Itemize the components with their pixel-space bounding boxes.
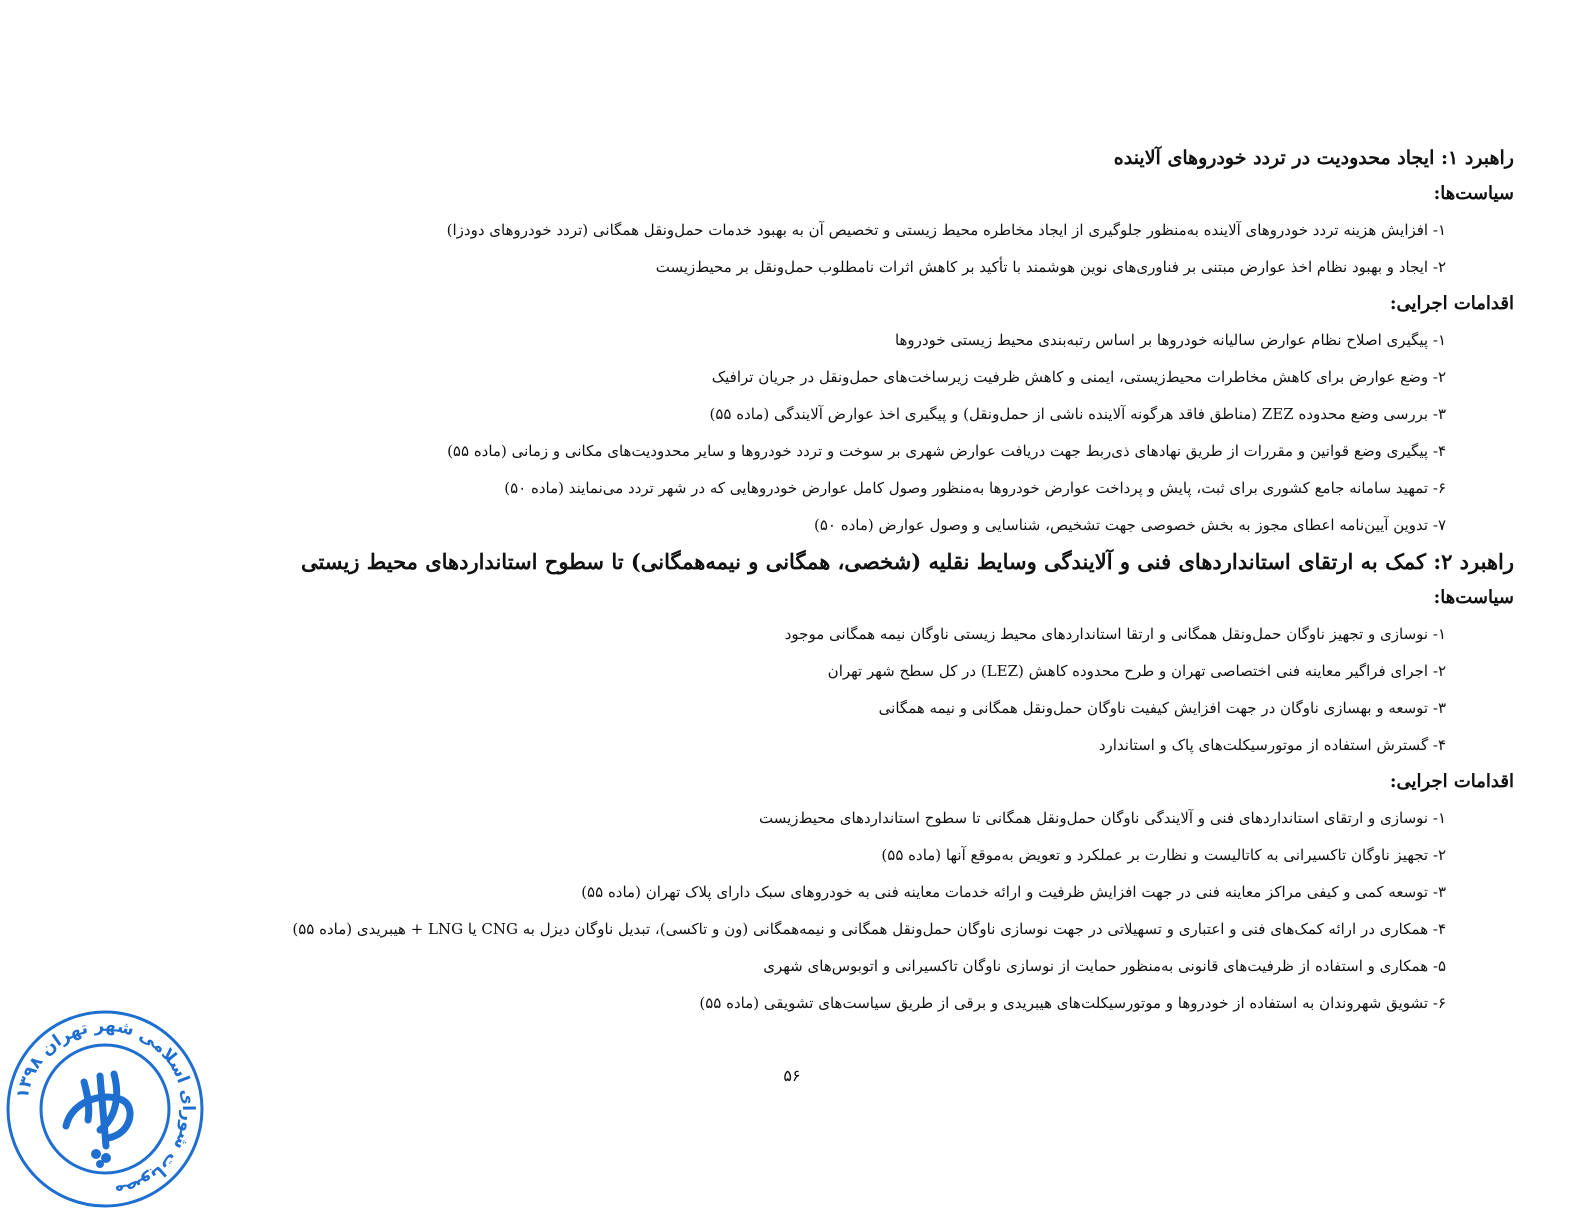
list-item: ۲- وضع عوارض برای کاهش مخاطرات محیط‌زیستی، ایمنی و کاهش ظرفیت زیرساخت‌های حمل‌ونقل در جریان ترافیک (711, 368, 1446, 386)
list-item: ۲- اجرای فراگیر معاینه فنی اختصاصی تهران و طرح محدوده کاهش (LEZ) در کل سطح شهر تهران (827, 662, 1446, 680)
strategy-1-title: راهبرد ۱: ایجاد محدودیت در تردد خودروهای آلاینده (1113, 147, 1514, 169)
strategy-1-actions-heading: اقدامات اجرایی: (1389, 293, 1514, 314)
list-item: ۶- تمهید سامانه جامع کشوری برای ثبت، پایش و پرداخت عوارض خودروها به‌منظور وصول کامل عوارض خودروهایی که در شهر تردد می‌نمایند (ماده ۵۰) (504, 479, 1446, 497)
list-item: ۷- تدوین آیین‌نامه اعطای مجوز به بخش خصوصی جهت تشخیص، شناسایی و وصول عوارض (ماده ۵۰) (813, 516, 1446, 534)
list-item: ۲- ایجاد و بهبود نظام اخذ عوارض مبتنی بر فناوری‌های نوین هوشمند با تأکید بر کاهش اثرات نامطلوب حمل‌ونقل بر محیط‌زیست (655, 258, 1446, 276)
seal-emblem (66, 1074, 130, 1146)
seal-lettering: مصوبات شورای اسلامی شهر تهران ۱۳۹۸ (12, 1015, 199, 1202)
list-item: ۲- تجهیز ناوگان تاکسیرانی به کاتالیست و نظارت بر عملکرد و تعویض به‌موقع آنها (ماده ۵۵) (881, 846, 1446, 864)
strategy-1-actions-list (134, 322, 1514, 544)
strategy-2-policies-heading: سیاست‌ها: (1433, 587, 1514, 608)
list-item: ۳- توسعه و بهسازی ناوگان در جهت افزایش کیفیت ناوگان حمل‌ونقل همگانی و نیمه همگانی (878, 699, 1446, 717)
strategy-2-actions-heading: اقدامات اجرایی: (1389, 771, 1514, 792)
list-item: ۴- همکاری در ارائه کمک‌های فنی و اعتباری و تسهیلاتی در جهت نوسازی ناوگان حمل‌ونقل همگانی و نیمه‌همگانی (ون و تاکسی)، تبدیل ناوگان دیزل به CNG یا LNG + هیبریدی (ماده ۵۵) (292, 920, 1446, 938)
strategy-2-policies-list (134, 616, 1514, 764)
list-item: ۵- همکاری و استفاده از ظرفیت‌های قانونی به‌منظور حمایت از نوسازی ناوگان تاکسیرانی و اتوبوس‌های شهری (763, 957, 1446, 975)
list-item: ۳- بررسی وضع محدوده ZEZ (مناطق فاقد هرگونه آلاینده ناشی از حمل‌ونقل) و پیگیری اخذ عوارض آلایندگی (ماده ۵۵) (709, 405, 1446, 423)
list-item: ۱- پیگیری اصلاح نظام عوارض سالیانه خودروها بر اساس رتبه‌بندی محیط زیستی خودروها (894, 331, 1446, 349)
list-item: ۱- افزایش هزینه تردد خودروهای آلاینده به‌منظور جلوگیری از ایجاد مخاطره محیط زیستی و تخصیص آن به بهبود خدمات حمل‌ونقل همگانی (تردد خودروهای دودزا) (446, 221, 1446, 239)
page-number: ۵۶ (783, 1066, 801, 1085)
list-item: ۱- نوسازی و ارتقای استانداردهای فنی و آلایندگی ناوگان حمل‌ونقل همگانی تا سطوح استانداردهای محیط‌زیست (759, 809, 1446, 827)
list-item: ۶- تشویق شهروندان به استفاده از خودروها و موتورسیکلت‌های هیبریدی و برقی از طریق سیاست‌های تشویقی (ماده ۵۵) (699, 994, 1446, 1012)
document-body (134, 140, 1514, 1022)
strategy-2-title: راهبرد ۲: کمک به ارتقای استانداردهای فنی و آلایندگی وسایط نقلیه (شخصی، همگانی و نیمه‌همگانی) تا سطوح استانداردهای محیط زیستی (300, 549, 1514, 574)
list-item: ۴- گسترش استفاده از موتورسیکلت‌های پاک و استاندارد (1098, 736, 1446, 754)
strategy-1-policies-heading: سیاست‌ها: (1433, 183, 1514, 204)
list-item: ۳- توسعه کمی و کیفی مراکز معاینه فنی در جهت افزایش ظرفیت و ارائه خدمات معاینه فنی به خودروهای سبک دارای پلاک تهران (ماده ۵۵) (581, 883, 1446, 901)
strategy-2-actions-list (134, 800, 1514, 1022)
council-seal-icon (4, 1008, 206, 1210)
list-item: ۱- نوسازی و تجهیز ناوگان حمل‌ونقل همگانی و ارتقا استانداردهای محیط زیستی ناوگان نیمه همگانی موجود (784, 625, 1446, 643)
list-item: ۴- پیگیری وضع قوانین و مقررات از طریق نهادهای ذی‌ربط جهت دریافت عوارض شهری بر سوخت و تردد خودروها و سایر محدودیت‌های مکانی و زمانی (ماده ۵۵) (447, 442, 1446, 460)
seal-emblem-dots (91, 1149, 111, 1168)
strategy-1-policies-list (134, 212, 1514, 286)
